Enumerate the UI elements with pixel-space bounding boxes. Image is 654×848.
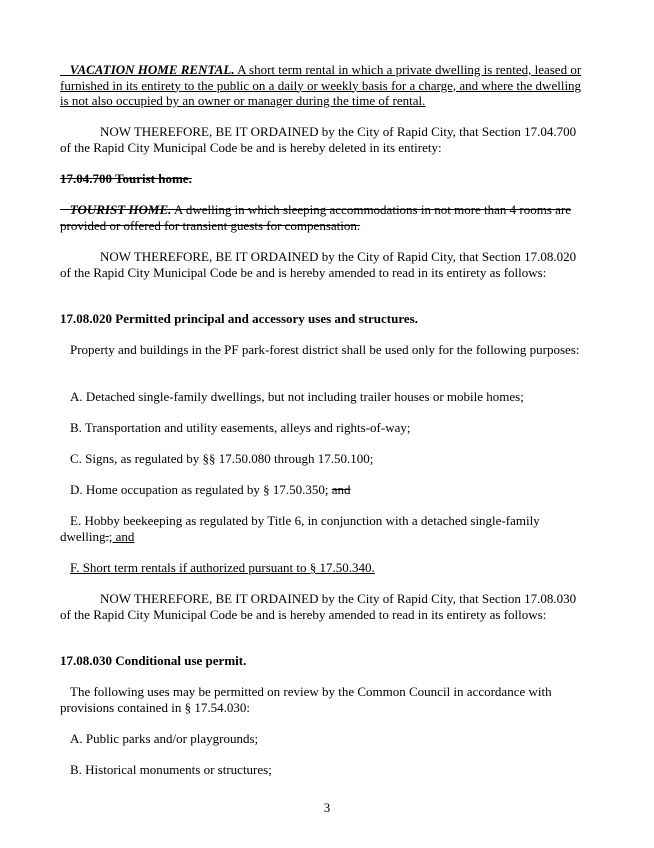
leading-space [60,62,70,77]
definition-term: TOURIST HOME. [69,202,172,217]
list-item-c: C. Signs, as regulated by §§ 17.50.080 through 17.50.100; [70,451,374,466]
section-intro-020: Property and buildings in the PF park-forest district shall be used only for the following purposes: [70,342,580,357]
ordinance-paragraph-3: NOW THEREFORE, BE IT ORDAINED by the City of Rapid City, that Section 17.08.030 of the Rapid City Municipal Code be and is hereby amended to read in its entirety as follows: [60,591,577,622]
definition-term: VACATION HOME RENTAL. [69,62,235,77]
list-item-a: A. Detached single-family dwellings, but not including trailer houses or mobile homes; [70,389,524,404]
list-item-d-text: D. Home occupation as regulated by § 17.50.350; [70,482,332,497]
list-item-b-030: B. Historical monuments or structures; [70,762,272,777]
section-heading-17-08-030: 17.08.030 Conditional use permit. [60,653,247,668]
tourist-home-definition [60,202,590,233]
deleted-section-heading: 17.04.700 Tourist home. [60,171,192,186]
list-item-e-text: E. Hobby beekeeping as regulated by Title 6, in conjunction with a detached single-family dwelling [60,513,540,544]
list-item-e [60,513,590,544]
ordinance-paragraph-2: NOW THEREFORE, BE IT ORDAINED by the City of Rapid City, that Section 17.08.020 of the Rapid City Municipal Code be and is hereby amended to read in its entirety as follows: [60,249,577,280]
list-item-e-deleted: . [105,528,109,544]
definition-text: A dwelling in which sleeping accommodations in not more than 4 rooms are provided or offered for transient guests for compensation. [60,202,572,233]
list-item-d [70,482,590,498]
page-number: 3 [323,800,331,815]
list-item-e-added: ; and [108,528,135,544]
definition-text: A short term rental in which a private dwelling is rented, leased or furnished in its entirety to the public on a daily or weekly basis for a charge, and where the dwelling is not also occupied by an owner or manager during the time of rental. [60,62,582,108]
section-heading-17-08-020: 17.08.020 Permitted principal and accessory uses and structures. [60,311,418,326]
list-item-a-030: A. Public parks and/or playgrounds; [70,731,259,746]
vacation-home-rental-definition [60,62,590,109]
list-item-f-added: F. Short term rentals if authorized pursuant to § 17.50.340. [70,560,375,575]
list-item-b: B. Transportation and utility easements, alleys and rights-of-way; [70,420,411,435]
leading-space [60,202,70,217]
ordinance-paragraph-1: NOW THEREFORE, BE IT ORDAINED by the City of Rapid City, that Section 17.04.700 of the Rapid City Municipal Code be and is hereby deleted in its entirety: [60,124,577,155]
section-intro-030: The following uses may be permitted on review by the Common Council in accordance with provisions contained in § 17.54.030: [60,684,552,715]
list-item-d-deleted: and [331,482,351,497]
